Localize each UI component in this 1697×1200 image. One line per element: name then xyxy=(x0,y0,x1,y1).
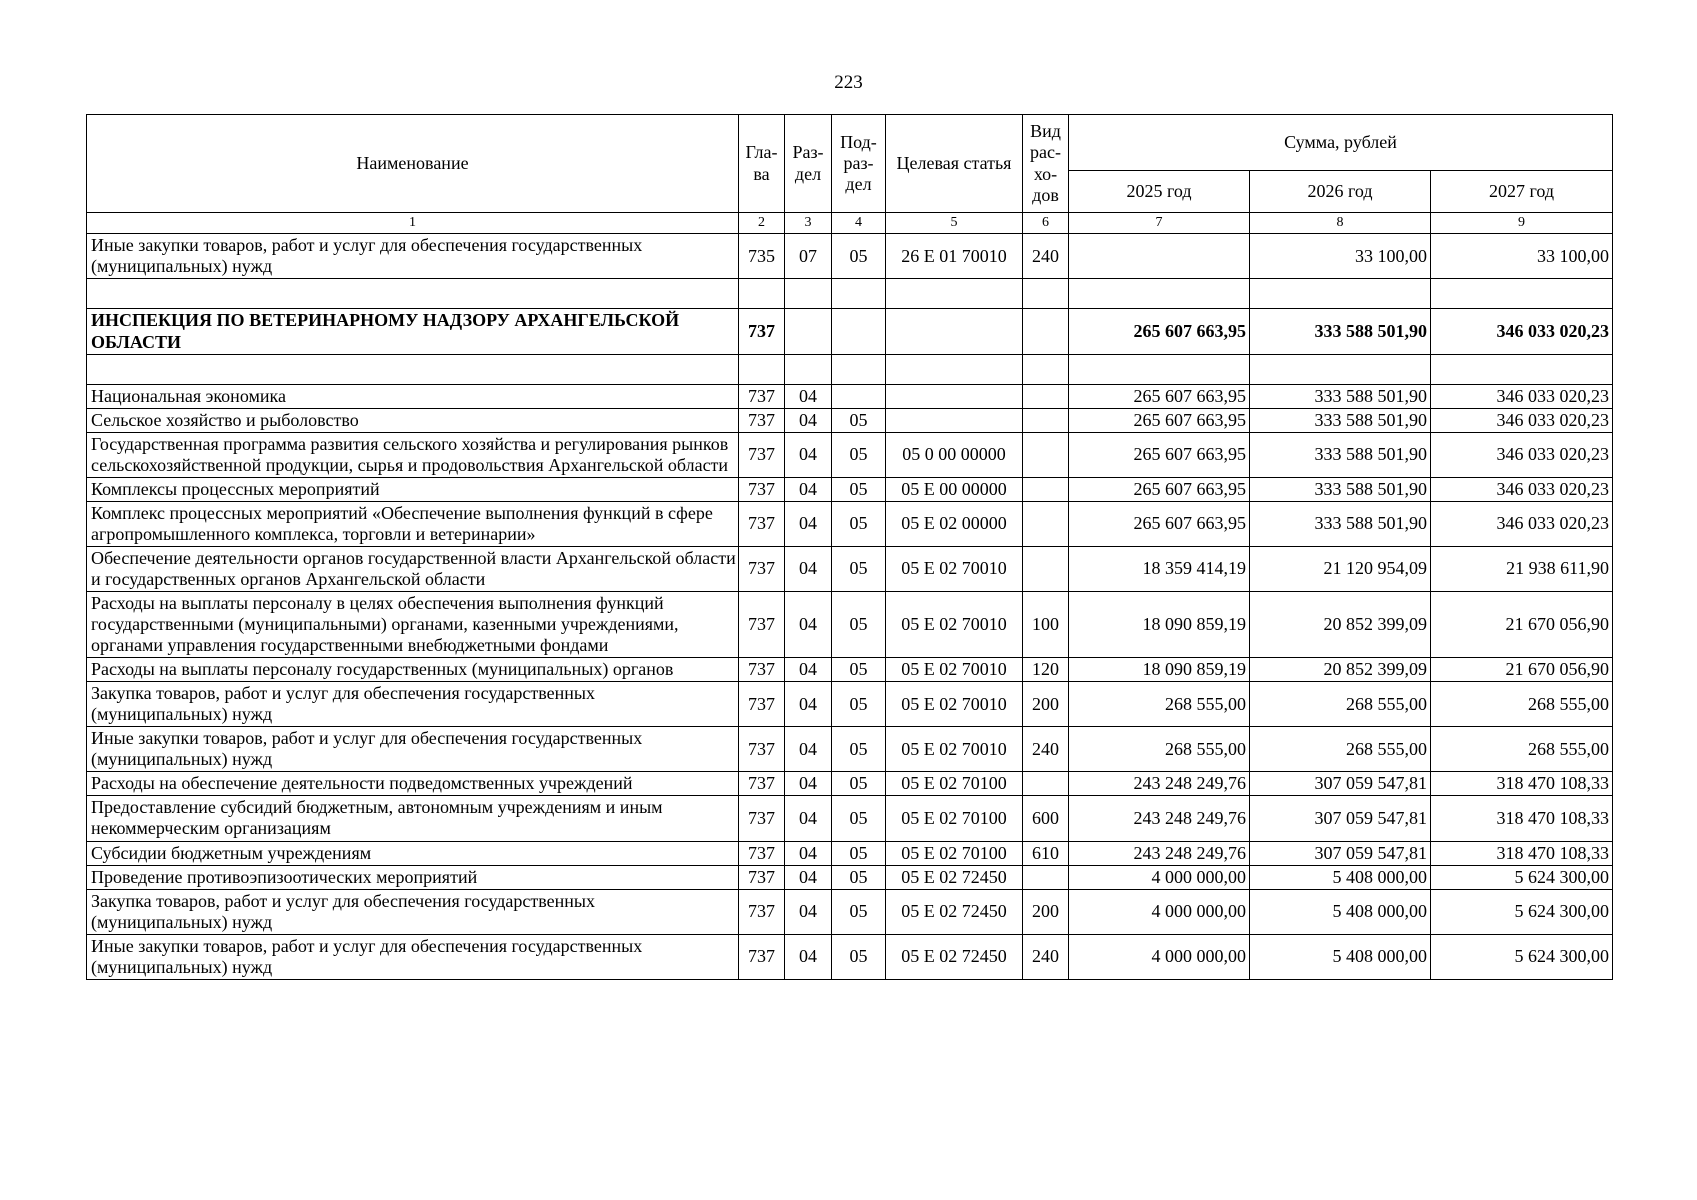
table-row xyxy=(87,477,1613,501)
header-sum: Сумма, рублей xyxy=(1069,115,1613,171)
target-article-cell: 05 Е 02 70010 xyxy=(886,658,1023,682)
column-number-row xyxy=(87,213,1613,234)
chapter-cell: 735 xyxy=(739,234,785,279)
subsection-cell: 05 xyxy=(832,889,886,934)
subsection-cell: 05 xyxy=(832,432,886,477)
spacer-row xyxy=(87,354,1613,384)
amount-2027-cell: 318 470 108,33 xyxy=(1431,841,1613,865)
row-name-cell: Государственная программа развития сельского хозяйства и регулирования рынков сельскохозяйственной продукции, сырья и продовольствия Архангельской области xyxy=(87,432,739,477)
amount-2026-cell: 268 555,00 xyxy=(1250,727,1431,772)
table-row xyxy=(87,889,1613,934)
expense-type-cell xyxy=(1023,477,1069,501)
amount-2026-cell: 307 059 547,81 xyxy=(1250,772,1431,796)
chapter-cell xyxy=(739,354,785,384)
amount-2027-cell: 346 033 020,23 xyxy=(1431,477,1613,501)
target-article-cell: 05 Е 00 00000 xyxy=(886,477,1023,501)
row-name-cell: Иные закупки товаров, работ и услуг для обеспечения государственных (муниципальных) нужд xyxy=(87,727,739,772)
target-article-cell: 05 Е 02 70100 xyxy=(886,841,1023,865)
subsection-cell xyxy=(832,384,886,408)
chapter-cell: 737 xyxy=(739,889,785,934)
column-number: 3 xyxy=(785,213,832,234)
amount-2026-cell: 33 100,00 xyxy=(1250,234,1431,279)
table-body xyxy=(87,234,1613,979)
amount-2025-cell xyxy=(1069,354,1250,384)
header-name: Наименование xyxy=(87,115,739,213)
subsection-cell: 05 xyxy=(832,865,886,889)
target-article-cell: 05 Е 02 72450 xyxy=(886,889,1023,934)
amount-2026-cell xyxy=(1250,354,1431,384)
subsection-cell xyxy=(832,279,886,309)
expense-type-cell xyxy=(1023,501,1069,546)
amount-2027-cell: 318 470 108,33 xyxy=(1431,772,1613,796)
amount-2026-cell: 333 588 501,90 xyxy=(1250,384,1431,408)
target-article-cell: 05 Е 02 72450 xyxy=(886,934,1023,979)
table-row xyxy=(87,796,1613,841)
expense-type-cell: 600 xyxy=(1023,796,1069,841)
column-number: 1 xyxy=(87,213,739,234)
expense-type-cell: 100 xyxy=(1023,591,1069,657)
amount-2026-cell xyxy=(1250,279,1431,309)
section-cell: 04 xyxy=(785,408,832,432)
target-article-cell xyxy=(886,408,1023,432)
subsection-cell: 05 xyxy=(832,477,886,501)
expense-type-cell xyxy=(1023,309,1069,354)
chapter-cell: 737 xyxy=(739,865,785,889)
amount-2025-cell: 265 607 663,95 xyxy=(1069,432,1250,477)
expense-type-cell: 200 xyxy=(1023,889,1069,934)
section-cell: 04 xyxy=(785,682,832,727)
amount-2026-cell: 333 588 501,90 xyxy=(1250,501,1431,546)
expense-type-cell: 610 xyxy=(1023,841,1069,865)
target-article-cell: 05 Е 02 70010 xyxy=(886,546,1023,591)
row-name-cell: Расходы на выплаты персоналу в целях обеспечения выполнения функций государственными (муниципальными) органами, казенными учреждениями, органами управления государственными внебюджетными фондами xyxy=(87,591,739,657)
table-row xyxy=(87,309,1613,354)
amount-2027-cell: 5 624 300,00 xyxy=(1431,934,1613,979)
section-cell: 04 xyxy=(785,796,832,841)
table-row xyxy=(87,658,1613,682)
header-year-2026: 2026 год xyxy=(1250,171,1431,213)
amount-2027-cell: 268 555,00 xyxy=(1431,727,1613,772)
row-name-cell: Сельское хозяйство и рыболовство xyxy=(87,408,739,432)
expense-type-cell xyxy=(1023,354,1069,384)
section-cell: 04 xyxy=(785,591,832,657)
amount-2027-cell: 346 033 020,23 xyxy=(1431,408,1613,432)
chapter-cell: 737 xyxy=(739,501,785,546)
chapter-cell: 737 xyxy=(739,682,785,727)
amount-2025-cell: 265 607 663,95 xyxy=(1069,309,1250,354)
row-name-cell xyxy=(87,279,739,309)
header-chapter: Гла-ва xyxy=(739,115,785,213)
amount-2025-cell: 265 607 663,95 xyxy=(1069,408,1250,432)
amount-2025-cell: 265 607 663,95 xyxy=(1069,501,1250,546)
row-name-cell: Национальная экономика xyxy=(87,384,739,408)
amount-2025-cell: 268 555,00 xyxy=(1069,682,1250,727)
amount-2026-cell: 307 059 547,81 xyxy=(1250,841,1431,865)
amount-2026-cell: 333 588 501,90 xyxy=(1250,309,1431,354)
row-name-cell: Комплексы процессных мероприятий xyxy=(87,477,739,501)
target-article-cell: 26 Е 01 70010 xyxy=(886,234,1023,279)
chapter-cell: 737 xyxy=(739,727,785,772)
amount-2025-cell: 268 555,00 xyxy=(1069,727,1250,772)
amount-2025-cell xyxy=(1069,279,1250,309)
row-name-cell: Предоставление субсидий бюджетным, автономным учреждениям и иным некоммерческим организациям xyxy=(87,796,739,841)
amount-2026-cell: 333 588 501,90 xyxy=(1250,408,1431,432)
amount-2027-cell: 21 938 611,90 xyxy=(1431,546,1613,591)
section-cell xyxy=(785,309,832,354)
amount-2027-cell: 33 100,00 xyxy=(1431,234,1613,279)
target-article-cell xyxy=(886,384,1023,408)
target-article-cell: 05 Е 02 00000 xyxy=(886,501,1023,546)
amount-2027-cell: 21 670 056,90 xyxy=(1431,658,1613,682)
section-cell: 07 xyxy=(785,234,832,279)
amount-2026-cell: 307 059 547,81 xyxy=(1250,796,1431,841)
expense-type-cell xyxy=(1023,546,1069,591)
amount-2026-cell: 21 120 954,09 xyxy=(1250,546,1431,591)
row-name-cell: Субсидии бюджетным учреждениям xyxy=(87,841,739,865)
target-article-cell: 05 Е 02 70010 xyxy=(886,727,1023,772)
table-row xyxy=(87,501,1613,546)
section-cell: 04 xyxy=(785,384,832,408)
section-cell xyxy=(785,354,832,384)
amount-2025-cell: 243 248 249,76 xyxy=(1069,772,1250,796)
amount-2027-cell: 346 033 020,23 xyxy=(1431,501,1613,546)
expense-type-cell xyxy=(1023,772,1069,796)
amount-2027-cell xyxy=(1431,279,1613,309)
expense-type-cell xyxy=(1023,432,1069,477)
column-number: 9 xyxy=(1431,213,1613,234)
amount-2027-cell xyxy=(1431,354,1613,384)
table-row xyxy=(87,591,1613,657)
target-article-cell xyxy=(886,309,1023,354)
section-cell: 04 xyxy=(785,658,832,682)
subsection-cell: 05 xyxy=(832,546,886,591)
target-article-cell: 05 Е 02 70010 xyxy=(886,682,1023,727)
column-number: 5 xyxy=(886,213,1023,234)
target-article-cell: 05 Е 02 70010 xyxy=(886,591,1023,657)
amount-2026-cell: 268 555,00 xyxy=(1250,682,1431,727)
chapter-cell: 737 xyxy=(739,546,785,591)
amount-2025-cell: 265 607 663,95 xyxy=(1069,477,1250,501)
section-cell: 04 xyxy=(785,841,832,865)
column-number: 4 xyxy=(832,213,886,234)
column-number: 8 xyxy=(1250,213,1431,234)
chapter-cell: 737 xyxy=(739,432,785,477)
chapter-cell: 737 xyxy=(739,658,785,682)
page-number: 223 xyxy=(834,72,863,93)
target-article-cell: 05 Е 02 70100 xyxy=(886,796,1023,841)
subsection-cell: 05 xyxy=(832,501,886,546)
table-row xyxy=(87,408,1613,432)
expense-type-cell xyxy=(1023,384,1069,408)
table-row xyxy=(87,934,1613,979)
amount-2025-cell: 4 000 000,00 xyxy=(1069,889,1250,934)
subsection-cell: 05 xyxy=(832,682,886,727)
chapter-cell: 737 xyxy=(739,841,785,865)
table-header xyxy=(87,115,1613,234)
chapter-cell: 737 xyxy=(739,408,785,432)
column-number: 6 xyxy=(1023,213,1069,234)
table-row xyxy=(87,841,1613,865)
header-target: Целевая статья xyxy=(886,115,1023,213)
subsection-cell: 05 xyxy=(832,591,886,657)
budget-table xyxy=(86,114,1613,980)
expense-type-cell: 120 xyxy=(1023,658,1069,682)
amount-2027-cell: 268 555,00 xyxy=(1431,682,1613,727)
section-cell: 04 xyxy=(785,865,832,889)
amount-2027-cell: 346 033 020,23 xyxy=(1431,384,1613,408)
row-name-cell: Проведение противоэпизоотических мероприятий xyxy=(87,865,739,889)
target-article-cell: 05 Е 02 70100 xyxy=(886,772,1023,796)
table-row xyxy=(87,234,1613,279)
row-name-cell xyxy=(87,354,739,384)
amount-2027-cell: 318 470 108,33 xyxy=(1431,796,1613,841)
section-cell: 04 xyxy=(785,546,832,591)
expense-type-cell: 240 xyxy=(1023,234,1069,279)
spacer-row xyxy=(87,279,1613,309)
amount-2025-cell xyxy=(1069,234,1250,279)
section-cell xyxy=(785,279,832,309)
amount-2026-cell: 20 852 399,09 xyxy=(1250,591,1431,657)
amount-2025-cell: 243 248 249,76 xyxy=(1069,841,1250,865)
amount-2027-cell: 346 033 020,23 xyxy=(1431,309,1613,354)
expense-type-cell: 240 xyxy=(1023,727,1069,772)
row-name-cell: Закупка товаров, работ и услуг для обеспечения государственных (муниципальных) нужд xyxy=(87,889,739,934)
row-name-cell: Комплекс процессных мероприятий «Обеспечение выполнения функций в сфере агропромышленного комплекса, торговли и ветеринарии» xyxy=(87,501,739,546)
amount-2025-cell: 243 248 249,76 xyxy=(1069,796,1250,841)
section-cell: 04 xyxy=(785,772,832,796)
expense-type-cell xyxy=(1023,279,1069,309)
chapter-cell: 737 xyxy=(739,591,785,657)
amount-2026-cell: 5 408 000,00 xyxy=(1250,865,1431,889)
chapter-cell: 737 xyxy=(739,309,785,354)
section-cell: 04 xyxy=(785,727,832,772)
table-row xyxy=(87,546,1613,591)
subsection-cell: 05 xyxy=(832,772,886,796)
amount-2026-cell: 5 408 000,00 xyxy=(1250,889,1431,934)
expense-type-cell xyxy=(1023,865,1069,889)
target-article-cell: 05 0 00 00000 xyxy=(886,432,1023,477)
row-name-cell: Закупка товаров, работ и услуг для обеспечения государственных (муниципальных) нужд xyxy=(87,682,739,727)
chapter-cell: 737 xyxy=(739,796,785,841)
subsection-cell: 05 xyxy=(832,841,886,865)
chapter-cell: 737 xyxy=(739,772,785,796)
header-year-2027: 2027 год xyxy=(1431,171,1613,213)
table-row xyxy=(87,682,1613,727)
header-year-2025: 2025 год xyxy=(1069,171,1250,213)
header-expense-type: Вид рас-хо-дов xyxy=(1023,115,1069,213)
subsection-cell xyxy=(832,309,886,354)
row-name-cell: ИНСПЕКЦИЯ ПО ВЕТЕРИНАРНОМУ НАДЗОРУ АРХАНГЕЛЬСКОЙ ОБЛАСТИ xyxy=(87,309,739,354)
amount-2026-cell: 5 408 000,00 xyxy=(1250,934,1431,979)
amount-2025-cell: 4 000 000,00 xyxy=(1069,865,1250,889)
section-cell: 04 xyxy=(785,889,832,934)
section-cell: 04 xyxy=(785,934,832,979)
column-number: 7 xyxy=(1069,213,1250,234)
subsection-cell xyxy=(832,354,886,384)
header-section: Раз-дел xyxy=(785,115,832,213)
amount-2025-cell: 18 359 414,19 xyxy=(1069,546,1250,591)
target-article-cell: 05 Е 02 72450 xyxy=(886,865,1023,889)
amount-2027-cell: 5 624 300,00 xyxy=(1431,865,1613,889)
chapter-cell xyxy=(739,279,785,309)
amount-2027-cell: 21 670 056,90 xyxy=(1431,591,1613,657)
row-name-cell: Иные закупки товаров, работ и услуг для обеспечения государственных (муниципальных) нужд xyxy=(87,234,739,279)
subsection-cell: 05 xyxy=(832,727,886,772)
table-row xyxy=(87,865,1613,889)
table-row xyxy=(87,432,1613,477)
table-row xyxy=(87,772,1613,796)
column-number: 2 xyxy=(739,213,785,234)
target-article-cell xyxy=(886,279,1023,309)
section-cell: 04 xyxy=(785,477,832,501)
subsection-cell: 05 xyxy=(832,408,886,432)
row-name-cell: Расходы на выплаты персоналу государственных (муниципальных) органов xyxy=(87,658,739,682)
target-article-cell xyxy=(886,354,1023,384)
amount-2025-cell: 265 607 663,95 xyxy=(1069,384,1250,408)
amount-2025-cell: 18 090 859,19 xyxy=(1069,658,1250,682)
table-row xyxy=(87,727,1613,772)
subsection-cell: 05 xyxy=(832,796,886,841)
amount-2025-cell: 4 000 000,00 xyxy=(1069,934,1250,979)
subsection-cell: 05 xyxy=(832,234,886,279)
subsection-cell: 05 xyxy=(832,658,886,682)
header-subsection: Под-раз-дел xyxy=(832,115,886,213)
chapter-cell: 737 xyxy=(739,384,785,408)
table-row xyxy=(87,384,1613,408)
amount-2025-cell: 18 090 859,19 xyxy=(1069,591,1250,657)
expense-type-cell: 200 xyxy=(1023,682,1069,727)
chapter-cell: 737 xyxy=(739,477,785,501)
amount-2027-cell: 5 624 300,00 xyxy=(1431,889,1613,934)
amount-2026-cell: 333 588 501,90 xyxy=(1250,432,1431,477)
expense-type-cell: 240 xyxy=(1023,934,1069,979)
amount-2026-cell: 20 852 399,09 xyxy=(1250,658,1431,682)
expense-type-cell xyxy=(1023,408,1069,432)
section-cell: 04 xyxy=(785,501,832,546)
amount-2027-cell: 346 033 020,23 xyxy=(1431,432,1613,477)
section-cell: 04 xyxy=(785,432,832,477)
amount-2026-cell: 333 588 501,90 xyxy=(1250,477,1431,501)
subsection-cell: 05 xyxy=(832,934,886,979)
row-name-cell: Иные закупки товаров, работ и услуг для обеспечения государственных (муниципальных) нужд xyxy=(87,934,739,979)
row-name-cell: Обеспечение деятельности органов государственной власти Архангельской области и государственных органов Архангельской области xyxy=(87,546,739,591)
chapter-cell: 737 xyxy=(739,934,785,979)
row-name-cell: Расходы на обеспечение деятельности подведомственных учреждений xyxy=(87,772,739,796)
